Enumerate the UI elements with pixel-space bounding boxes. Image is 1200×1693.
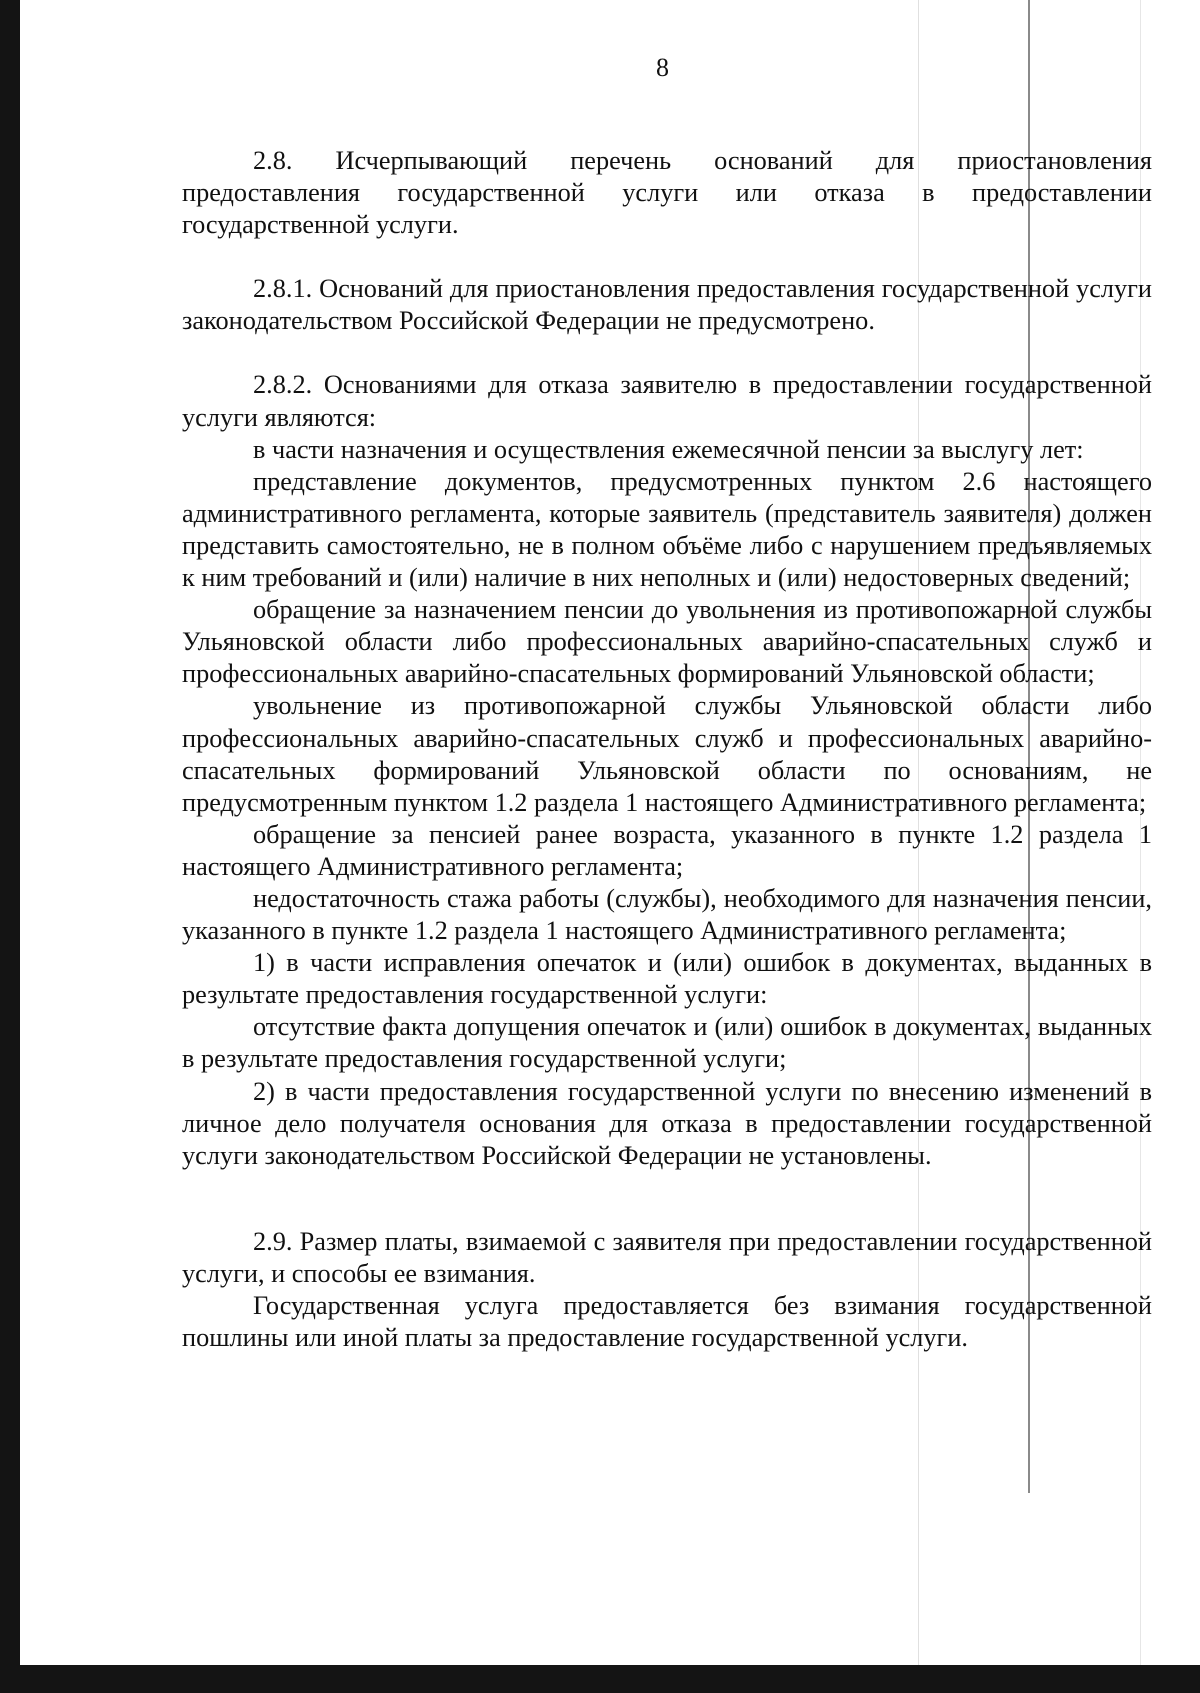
document-body: [182, 145, 1152, 1354]
paragraph-documents: представление документов, предусмотренных пунктом 2.6 настоящего административного регламента, которые заявитель (представитель заявителя) должен представить самостоятельно, не в полном объёме либо с нарушением предъявляемых к ним требований и (или) наличие в них неполных и (или) недостоверных сведений;: [182, 466, 1152, 593]
section-heading-2-9: 2.9. Размер платы, взимаемой с заявителя при предоставлении государственной услуги, и способы ее взимания.: [182, 1226, 1152, 1288]
paragraph-insufficient-service: недостаточность стажа работы (службы), необходимого для назначения пенсии, указанного в пункте 1.2 раздела 1 настоящего Административного регламента;: [182, 883, 1152, 946]
paragraph-before-dismissal: обращение за назначением пенсии до увольнения из противопожарной службы Ульяновской области либо профессиональных аварийно-спасательных служб и профессиональных аварийно-спасательных формирований Ульяновской области;: [182, 595, 1152, 689]
paragraph-pension-part: в части назначения и осуществления ежемесячной пенсии за выслугу лет:: [253, 434, 1084, 464]
scan-border-bottom: [0, 1665, 1200, 1693]
scan-border-left: [0, 0, 20, 1693]
section-heading-2-8: 2.8. Исчерпывающий перечень оснований для приостановления предоставления государственной услуги или отказа в предоставлении государственной услуги.: [182, 146, 1152, 240]
paragraph-age: обращение за пенсией ранее возраста, указанного в пункте 1.2 раздела 1 настоящего Административного регламента;: [182, 819, 1152, 881]
paragraph-2-8-1: 2.8.1. Оснований для приостановления предоставления государственной услуги законодательством Российской Федерации не предусмотрено.: [182, 274, 1152, 336]
paragraph-dismissal-grounds: увольнение из противопожарной службы Ульяновской области либо профессиональных аварийно-спасательных служб и профессиональных аварийно-спасательных формирований Ульяновской области по основаниям, не предусмотренным пунктом 1.2 раздела 1 настоящего Административного регламента;: [182, 691, 1152, 817]
paragraph-2-8-2: 2.8.2. Основаниями для отказа заявителю в предоставлении государственной услуги являются:: [182, 370, 1152, 432]
paragraph-typo-correction: 1) в части исправления опечаток и (или) ошибок в документах, выданных в результате предоставления государственной услуги:: [182, 948, 1152, 1010]
paragraph-no-typo: отсутствие факта допущения опечаток и (или) ошибок в документах, выданных в результате предоставления государственной услуги;: [182, 1012, 1152, 1074]
paragraph-personal-file: 2) в части предоставления государственной услуги по внесению изменений в личное дело получателя основания для отказа в предоставлении государственной услуги законодательством Российской Федерации не установлены.: [182, 1076, 1152, 1170]
paragraph-free-of-charge: Государственная услуга предоставляется без взимания государственной пошлины или иной платы за предоставление государственной услуги.: [182, 1291, 1152, 1353]
page-number: 8: [656, 53, 669, 82]
